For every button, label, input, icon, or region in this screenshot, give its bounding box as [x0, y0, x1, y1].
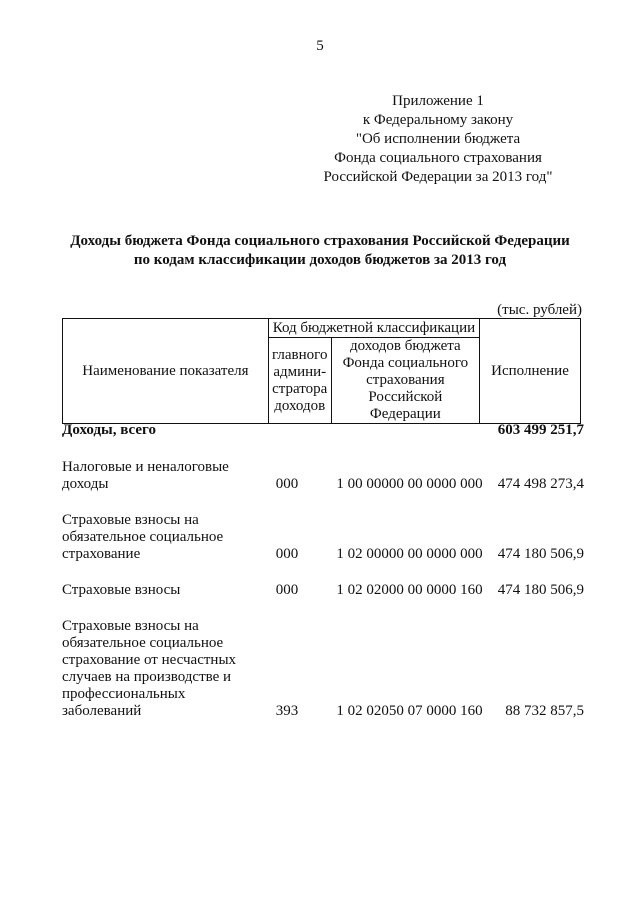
row-name: [62, 618, 242, 720]
row-income-code: 1 02 02000 00 0000 160: [336, 582, 483, 598]
row-name-line: доходы: [62, 476, 109, 492]
document-title: [0, 232, 640, 270]
row-admin-code: 393: [275, 703, 299, 719]
annex-line: к Федеральному закону: [362, 112, 514, 128]
header-income-line: доходов бюджета: [350, 338, 461, 354]
row-name-line: Доходы, всего: [62, 422, 156, 438]
header-admin-line: доходов: [274, 397, 326, 414]
row-admin-code: 000: [275, 582, 299, 598]
row-name-line: Страховые взносы: [62, 582, 181, 598]
row-name-line: страхование от несчастных: [62, 652, 237, 668]
header-admin-line: админи-: [273, 363, 327, 380]
table-header: [62, 318, 581, 424]
units-label: (тыс. рублей): [497, 302, 582, 318]
title-line: по кодам классификации доходов бюджетов за 2013 год: [133, 252, 507, 268]
row-name: [62, 582, 242, 599]
header-execution-column: Исполнение: [480, 319, 581, 424]
row-name-line: Страховые взносы на: [62, 618, 199, 634]
header-name-column: Наименование показателя: [63, 319, 269, 424]
row-name: [62, 512, 242, 563]
table-body: [62, 422, 584, 720]
row-amount: 603 499 251,7: [497, 422, 584, 438]
page-number: 5: [316, 38, 324, 54]
row-admin-code: 000: [275, 476, 299, 492]
row-income-code: 1 00 00000 00 0000 000: [336, 476, 483, 492]
row-name-line: обязательное социальное: [62, 529, 224, 545]
row-admin-code: 000: [275, 546, 299, 562]
row-amount: 474 498 273,4: [497, 476, 584, 492]
row-name-line: обязательное социальное: [62, 635, 224, 651]
table-row: [62, 582, 584, 599]
header-admin-line: главного: [272, 346, 328, 363]
table-row-total: [62, 422, 584, 439]
row-name-line: случаев на производстве и: [62, 669, 232, 685]
annex-line: Приложение 1: [392, 93, 484, 109]
row-amount: 474 180 506,9: [497, 582, 584, 598]
row-income-code: 1 02 02050 07 0000 160: [336, 703, 483, 719]
row-amount: 88 732 857,5: [505, 703, 584, 719]
row-amount: 474 180 506,9: [497, 546, 584, 562]
row-name-line: заболеваний: [62, 703, 142, 719]
table-row: [62, 459, 584, 493]
annex-line: Фонда социального страхования: [334, 150, 542, 166]
annex-block: [288, 92, 588, 187]
header-income-line: Фонда социального: [342, 355, 469, 371]
header-income-line: страхования: [366, 372, 445, 388]
title-line: Доходы бюджета Фонда социального страхования Российской Федерации: [70, 233, 570, 249]
annex-line: Российской Федерации за 2013 год": [323, 169, 553, 185]
annex-line: "Об исполнении бюджета: [355, 131, 521, 147]
header-admin-line: стратора: [272, 380, 328, 397]
row-name-line: профессиональных: [62, 686, 186, 702]
row-name-line: Налоговые и неналоговые: [62, 459, 229, 475]
table-row: [62, 512, 584, 563]
row-name: [62, 459, 242, 493]
row-name-line: Страховые взносы на: [62, 512, 199, 528]
header-income-column: [331, 338, 479, 424]
row-name-line: страхование: [62, 546, 141, 562]
row-name: [62, 422, 242, 439]
table-row: [62, 618, 584, 720]
row-income-code: 1 02 00000 00 0000 000: [336, 546, 483, 562]
header-admin-column: [268, 338, 331, 424]
header-code-group: Код бюджетной классификации: [268, 319, 479, 338]
header-income-line: Российской Федерации: [368, 389, 443, 422]
